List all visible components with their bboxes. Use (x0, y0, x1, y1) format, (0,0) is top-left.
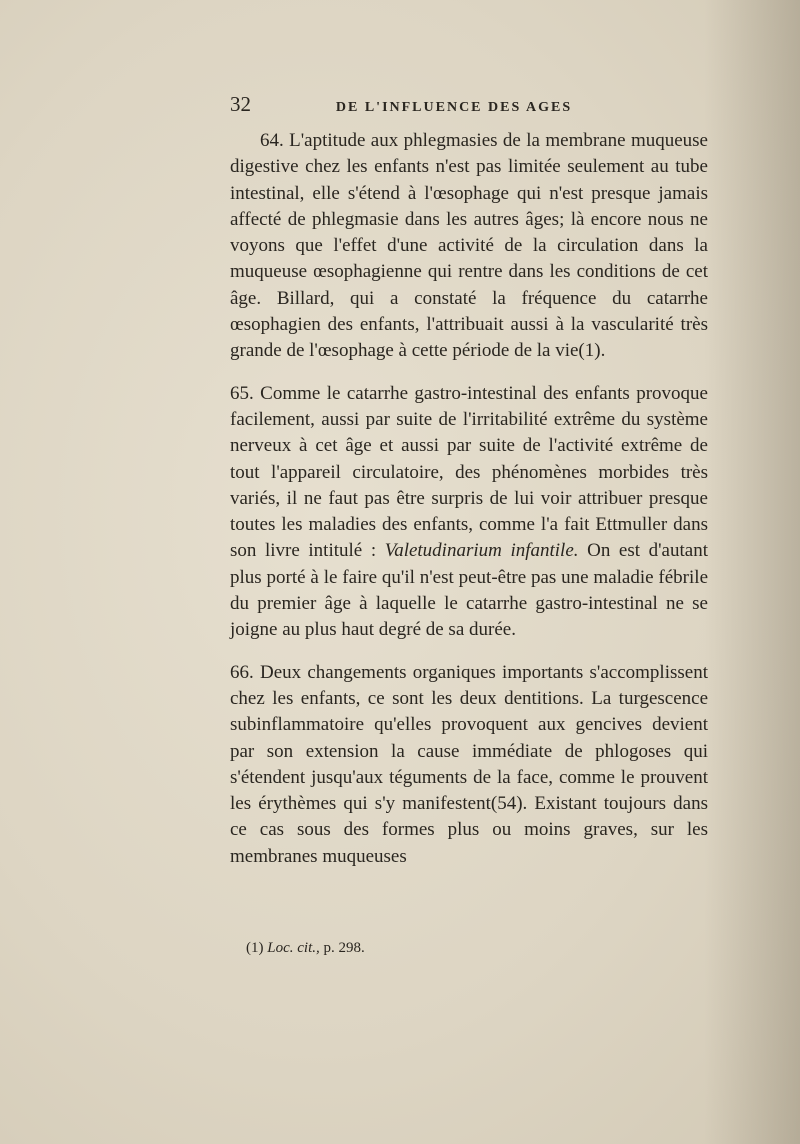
footnote-page: p. 298. (319, 940, 365, 956)
paragraph-66: 66. Deux changements organiques importants s'accomplissent chez les enfants, ce sont les deux dentitions. La turgescence subinflammatoire qu'elles provoquent aux gencives devient par son extension la cause immédiate de phlogoses qui s'étendent jusqu'aux téguments de la face, comme le prouvent les érythèmes qui s'y manifestent(54). Existant toujours dans ce cas sous des formes plus ou moins graves, sur les membranes muqueuses (230, 661, 708, 867)
text-block (230, 92, 708, 870)
footnote (246, 940, 365, 957)
footnote-citation: Loc. cit., (267, 940, 320, 956)
paragraph-65 (230, 381, 708, 644)
page-number: 32 (230, 92, 251, 116)
paragraph-64: 64. L'aptitude aux phlegmasies de la membrane muqueuse digestive chez les enfants n'est pas limitée seulement au tube intestinal, elle s'étend à l'œsophage qui n'est presque jamais affecté de phlegmasie dans les autres âges; là encore nous ne voyons que l'effet d'une activité de la circulation dans la muqueuse œsophagienne qui rentre dans les conditions de cet âge. Billard, qui a constaté la fréquence du catarrhe œsophagien des enfants, l'attribuait aussi à la vascularité très grande de l'œsophage à cette période de la vie(1). (230, 130, 708, 362)
running-head (230, 92, 708, 120)
paragraph-65-part-b: On est d'autant plus porté à le faire qu'il n'est peut-être pas une maladie fébrile du premier âge à laquelle le catarrhe gastro-intestinal ne se joigne au plus haut degré de sa durée. (230, 540, 708, 641)
book-title-italic: Valetudinarium infantile. (384, 540, 579, 562)
running-head-title: DE L'INFLUENCE DES AGES (335, 100, 573, 115)
paragraph-65-part-a: 65. Comme le catarrhe gastro-intestinal des enfants provoque facilement, aussi par suite de l'irritabilité extrême du système nerveux à cet âge et aussi par suite de l'activité extrême de tout l'appareil circulatoire, des phénomènes morbides très variés, il ne faut pas être surpris de lui voir attribuer presque toutes les maladies des enfants, comme l'a fait Ettmuller dans son livre intitulé : (230, 382, 708, 562)
footnote-marker: (1) (246, 940, 268, 956)
